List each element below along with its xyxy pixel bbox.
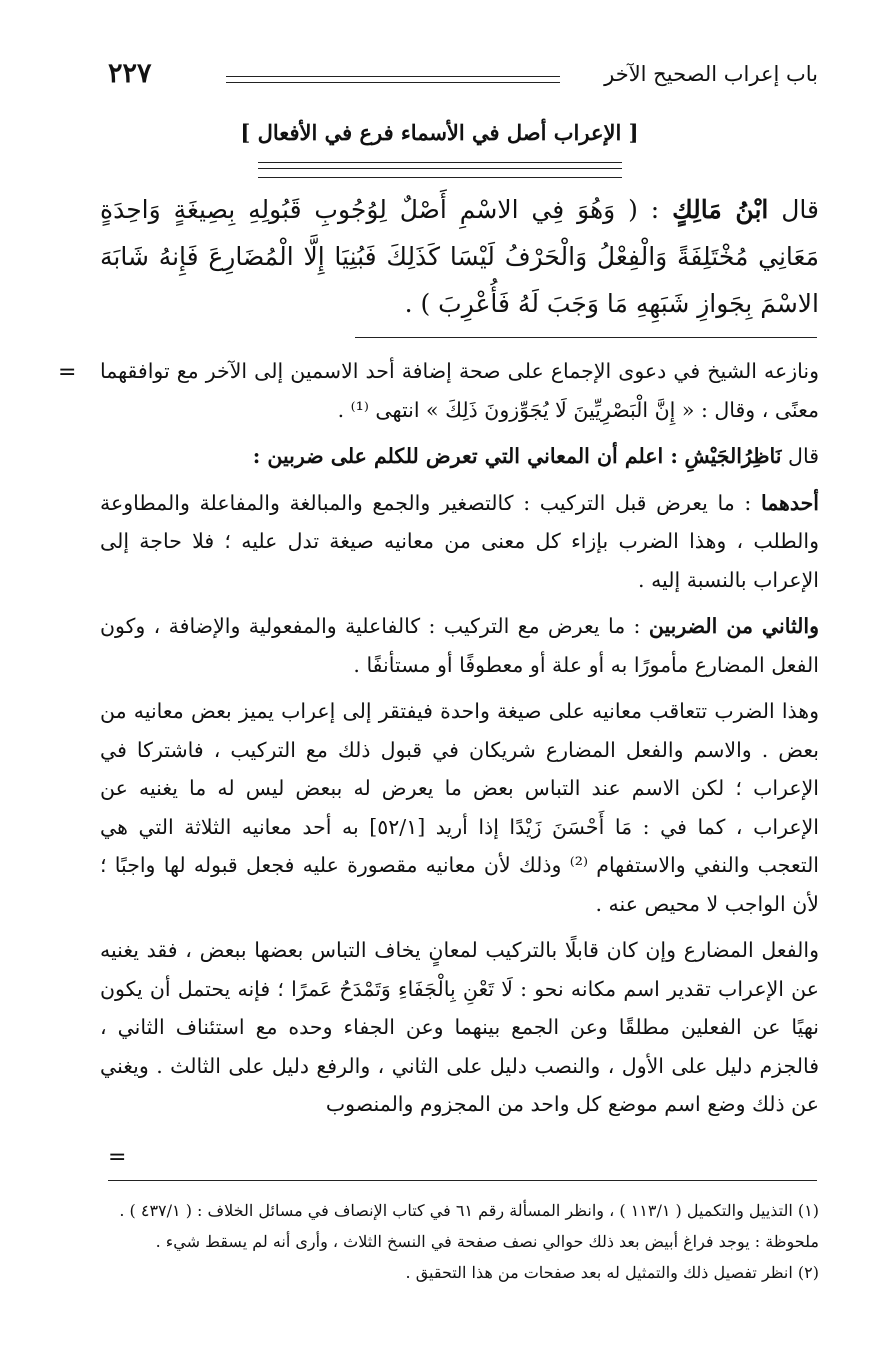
matn-text [100,186,819,327]
paragraph-3 [100,484,819,600]
header-rule [226,76,560,83]
paragraph-3-lead: أحدهما [760,490,819,515]
footnote-note: ملحوظة : يوجد فراغ أبيض بعد ذلك حوالي نصف صفحة في النسخ الثلاث ، وأرى أنه لم يسقط شيء . [155,1232,819,1251]
paragraph-2-author: نَاظِرُالجَيْشِ [684,444,782,468]
title-rules [258,162,622,178]
paragraph-2-lead: قال [788,444,819,468]
paragraph-4 [100,607,819,684]
footnotes [100,1195,819,1288]
footnote-2: (٢) انظر تفصيل ذلك والتمثيل له بعد صفحات من هذا التحقيق . [405,1263,819,1282]
footnote-separator [108,1180,817,1181]
paragraph-2 [100,437,819,476]
paragraph-1: ونازعه الشيخ في دعوى الإجماع على صحة إضافة أحد الاسمين إلى الآخر مع توافقهما معنًى ، وقال : « إِنَّ الْبَصْرِيِّينَ لَا يُجَوِّزونَ ذَلِكَ » انتهى ⁽¹⁾ . [100,359,819,422]
matn-author: ابْنُ مَالِكٍ [672,195,769,224]
running-header [108,60,818,96]
matn-underline [355,337,817,338]
footnote-1: (١) التذييل والتكميل ( ١١٣/١ ) ، وانظر المسألة رقم ٦١ في كتاب الإنصاف في مسائل الخلاف : ( ٤٣٧/١ ) . [119,1201,819,1220]
paragraph-3-text: : ما يعرض قبل التركيب : كالتصغير والجمع والمبالغة والمفاعلة والمطاوعة والطلب ، وهذا الضرب بإزاء كل معنى من معانيه صيغة تدل عليه ؛ فلا حاجة إلى الإعراب بالنسبة إليه . [100,490,819,592]
paragraph-2-text: : اعلم أن المعاني التي تعرض للكلم على ضربين : [252,444,678,468]
matn-body: : ( وَهُوَ فِي الاسْمِ أَصْلٌ لِوُجُوبِ قَبُولِهِ بِصِيغَةٍ وَاحِدَةٍ مَعَانِي مُخْتَلِفَةً وَالْفِعْلُ وَالْحَرْفُ لَيْسَا كَذَلِكَ فَبُنِيَا إِلَّا الْمُضَارِعَ فَإِنهُ شَابَهَ الاسْمَ بِجَوازِ شَبَهِهِ مَا وَجَبَ لَهُ فَأُعْرِبَ ) . [100,195,819,318]
running-title: باب إعراب الصحيح الآخر [604,62,818,86]
continuation-marker-top: = [58,360,77,385]
continuation-marker-bottom: = [108,1145,127,1170]
paragraph-5: وهذا الضرب تتعاقب معانيه على صيغة واحدة فيفتقر إلى إعراب يميز بعض معانيه من بعض . والاسم والفعل المضارع شريكان في قبول ذلك مع التركيب ، فاشتركا في الإعراب ؛ لكن الاسم عند التباس بعض ما يعرض له ببعض ليس له ما يغنيه عن الإعراب ، كما في : مَا أَحْسَنَ زَيْدًا إذا أريد [٥٢/١] به أحد معانيه الثلاثة التي هي التعجب والنفي والاستفهام ⁽²⁾ وذلك لأن معانيه مقصورة عليه فجعل قبوله لها واجبًا ؛ لأن الواجب لا محيص عنه . [100,699,820,916]
matn-lead: قال [781,195,819,224]
paragraph-6: والفعل المضارع وإن كان قابلًا بالتركيب لمعانٍ يخاف التباس بعضها ببعض ، فقد يغنيه عن الإعراب تقدير اسم مكانه نحو : لَا تَعْنِ بِالْجَفَاءِ وَتَمْدَحُ عَمرًا ؛ فإنه يحتمل أن يكون نهيًا عن الفعلين مطلقًا وعن الجمع بينهما وعن الجفاء وحده مع استئناف الثاني ، فالجزم دليل على الأول ، والنصب دليل على الثاني ، والرفع دليل على الثالث . ويغني عن ذلك وضع اسم موضع كل واحد من المجزوم والمنصوب [100,938,819,1116]
section-title: [ الإعراب أصل في الأسماء فرع في الأفعال ] [240,120,639,145]
paragraph-4-lead: والثاني من الضربين [648,614,819,638]
paragraph-4-text: : ما يعرض مع التركيب : كالفاعلية والمفعولية والإضافة ، وكون الفعل المضارع مأمورًا به أو علة أو معطوفًا أو مستأنفًا . [100,614,819,677]
page-number: ٢٢٧ [108,58,152,89]
commentary-body [100,352,819,1132]
